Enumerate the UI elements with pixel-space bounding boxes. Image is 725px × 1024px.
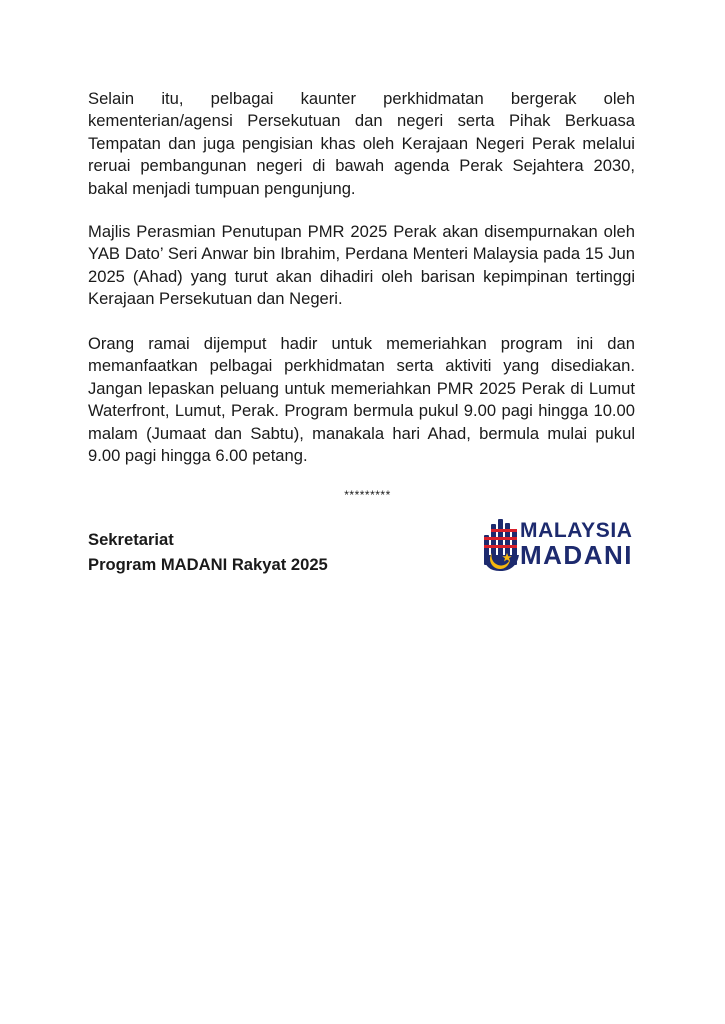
paragraph-kaunter-perkhidmatan: Selain itu, pelbagai kaunter perkhidmatan bergerak oleh kementerian/agensi Persekutuan dan negeri serta Pihak Berkuasa Tempatan dan juga pengisian khas oleh Kerajaan Negeri Perak melalui reruai pembangunan negeri di bawah agenda Perak Sejahtera 2030, bakal menjadi tumpuan pengunjung. (88, 89, 635, 198)
logo-text-malaysia: MALAYSIA (520, 519, 633, 542)
madani-emblem-icon (483, 515, 523, 575)
signoff-secretariat: Sekretariat (88, 530, 174, 549)
signoff-program-name: Program MADANI Rakyat 2025 (88, 555, 328, 574)
section-separator: ********* (344, 488, 391, 502)
malaysia-madani-logo (483, 515, 643, 575)
paragraph-jemputan-orang-ramai: Orang ramai dijemput hadir untuk memeriahkan program ini dan memanfaatkan pelbagai perkhidmatan serta aktiviti yang disediakan. Jangan lepaskan peluang untuk memeriahkan PMR 2025 Perak di Lumut Waterfront, Lumut, Perak. Program bermula pukul 9.00 pagi hingga 10.00 malam (Jumaat dan Sabtu), manakala hari Ahad, bermula mulai pukul 9.00 pagi hingga 6.00 petang. (88, 334, 635, 466)
paragraph-majlis-perasmian: Majlis Perasmian Penutupan PMR 2025 Perak akan disempurnakan oleh YAB Dato’ Seri Anwar bin Ibrahim, Perdana Menteri Malaysia pada 15 Jun 2025 (Ahad) yang turut akan dihadiri oleh barisan kepimpinan tertinggi Kerajaan Persekutuan dan Negeri. (88, 222, 635, 309)
logo-text-madani: MADANI (520, 540, 633, 570)
signoff-block (88, 527, 328, 577)
